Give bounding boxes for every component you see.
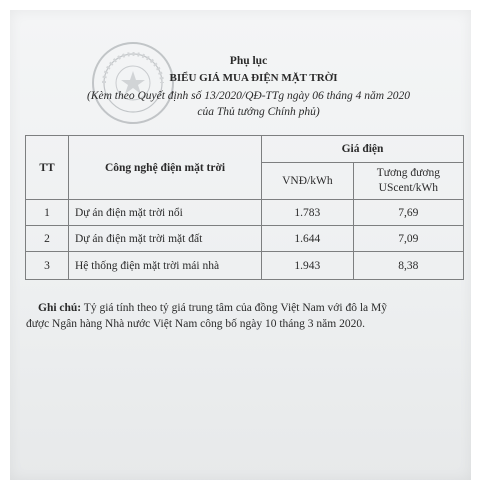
row-number: 3: [26, 252, 69, 280]
column-header-tt: TT: [26, 136, 69, 200]
row-number: 1: [26, 200, 69, 226]
footnote-label: Ghi chú:: [38, 302, 82, 314]
footnote-line1: Tỷ giá tính theo tỷ giá trung tâm của đồng Việt Nam với đô la Mỹ: [81, 302, 387, 314]
row-technology: Dự án điện mặt trời nổi: [69, 200, 262, 226]
footnote: [26, 300, 458, 332]
document-title: BIỂU GIÁ MUA ĐIỆN MẶT TRỜI: [169, 72, 338, 84]
row-price-vnd: 1.644: [262, 226, 354, 252]
row-price-uscent: 7,69: [353, 200, 463, 226]
price-table: [25, 135, 464, 280]
table-row: [26, 252, 464, 280]
row-technology: Dự án điện mặt trời mặt đất: [69, 226, 262, 252]
table-row: [26, 226, 464, 252]
row-number: 2: [26, 226, 69, 252]
uscent-header-line1: Tương đương: [376, 167, 440, 179]
column-header-technology: Công nghệ điện mặt trời: [69, 136, 262, 200]
footnote-line2: được Ngân hàng Nhà nước Việt Nam công bố ngày 10 tháng 3 năm 2020.: [26, 318, 365, 330]
column-header-vnd: VNĐ/kWh: [262, 163, 354, 200]
table-row: [26, 200, 464, 226]
row-price-uscent: 8,38: [353, 252, 463, 280]
row-price-vnd: 1.943: [262, 252, 354, 280]
uscent-header-line2: UScent/kWh: [378, 182, 439, 194]
column-header-price: Giá điện: [262, 136, 464, 163]
column-header-uscent: [353, 163, 463, 200]
appendix-label: Phụ lục: [229, 55, 268, 67]
table-header-row: [26, 136, 464, 163]
row-price-uscent: 7,09: [353, 226, 463, 252]
issuer-reference: của Thủ tướng Chính phủ): [197, 106, 320, 118]
row-price-vnd: 1.783: [262, 200, 354, 226]
decision-reference: (Kèm theo Quyết định số 13/2020/QĐ-TTg ngày 06 tháng 4 năm 2020: [87, 90, 410, 102]
row-technology: Hệ thống điện mặt trời mái nhà: [69, 252, 262, 280]
